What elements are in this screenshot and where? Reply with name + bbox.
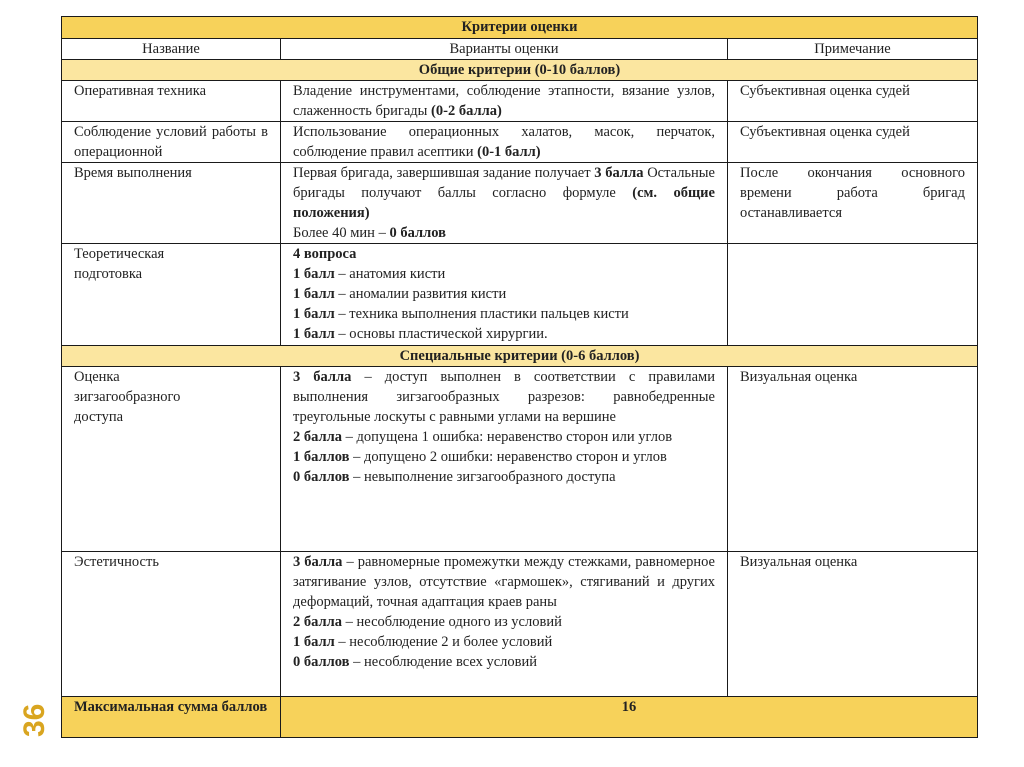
- criterion-name: Эстетичность: [62, 552, 281, 697]
- option-text: – допущено 2 ошибки: неравенство сторон и углов: [349, 449, 667, 465]
- option-line: [293, 652, 715, 672]
- option-points: 0 баллов: [293, 654, 350, 670]
- option-line: [293, 552, 715, 612]
- header-options: Варианты оценки: [281, 39, 728, 60]
- criterion-options: [281, 163, 728, 244]
- table-row: [62, 122, 978, 163]
- option-points: (0-2 балла): [431, 103, 502, 119]
- option-text: – допущена 1 ошибка: неравенство сторон или углов: [342, 429, 673, 445]
- criterion-note: [728, 244, 978, 346]
- option-text: Первая бригада, завершившая задание получает: [293, 165, 595, 181]
- criterion-note: После окончания основного времени работа бригад останавливается: [728, 163, 978, 244]
- table-row: [62, 552, 978, 697]
- option-line: [293, 467, 715, 487]
- option-text: Остальные бригады получают баллы согласно формуле: [293, 165, 715, 201]
- table-title: Критерии оценки: [62, 17, 978, 39]
- option-points: 0 баллов: [293, 469, 350, 485]
- option-line: [293, 367, 715, 427]
- table-row: [62, 244, 978, 346]
- option-line: [293, 223, 715, 243]
- option-line: [293, 244, 715, 264]
- option-text: – равномерные промежутки между стежками, равномерное затягивание узлов, отсутствие «гармошек», стягиваний и других деформаций, точная адаптация краев раны: [293, 554, 715, 610]
- section-row-special: [62, 346, 978, 367]
- section-title: Специальные критерии (0-6 баллов): [62, 346, 978, 367]
- criterion-note: Визуальная оценка: [728, 367, 978, 552]
- criterion-options: [281, 122, 728, 163]
- option-line: [293, 324, 715, 344]
- total-label: Максимальная сумма баллов: [62, 697, 281, 738]
- option-text: – анатомия кисти: [334, 266, 446, 282]
- option-points: 3 балла: [293, 554, 343, 570]
- option-text: Использование операционных халатов, масок, перчаток, соблюдение правил асептики: [293, 124, 715, 160]
- header-name: Название: [62, 39, 281, 60]
- header-note: Примечание: [728, 39, 978, 60]
- criterion-name-text: Теоретическая подготовка: [74, 246, 165, 282]
- option-points: 1 балл: [293, 286, 335, 302]
- option-points: 2 балла: [293, 614, 343, 630]
- criterion-options: [281, 552, 728, 697]
- total-row: [62, 697, 978, 738]
- option-line: [293, 163, 715, 223]
- option-points: 1 балл: [293, 634, 335, 650]
- option-line: [293, 427, 715, 447]
- option-text: – основы пластической хирургии.: [334, 326, 548, 342]
- option-points: 1 балл: [293, 326, 335, 342]
- option-points: 1 баллов: [293, 449, 350, 465]
- option-points: 3 балла: [293, 369, 352, 385]
- table-title-row: [62, 17, 978, 39]
- option-points: 1 балл: [293, 306, 335, 322]
- criteria-table: [61, 16, 978, 738]
- header-row: [62, 39, 978, 60]
- option-line: [293, 304, 715, 324]
- option-text: Владение инструментами, соблюдение этапности, вязание узлов, слаженность бригады: [293, 83, 715, 119]
- option-line: [293, 264, 715, 284]
- total-value-text: 16: [621, 699, 637, 715]
- option-text: – доступ выполнен в соответствии с правилами выполнения зигзагообразных разрезов: равнобедренные треугольные лоскуты с равными углами на вершине: [293, 369, 715, 425]
- option-text: – техника выполнения пластики пальцев кисти: [334, 306, 629, 322]
- criterion-options: [281, 244, 728, 346]
- criterion-note: Визуальная оценка: [728, 552, 978, 697]
- criterion-name: Оперативная техника: [62, 81, 281, 122]
- option-text: – несоблюдение одного из условий: [342, 614, 562, 630]
- criterion-name: Соблюдение условий работы в операционной: [62, 122, 281, 163]
- criterion-name-text: Оценка зигзагообразного доступа: [74, 369, 181, 425]
- option-text: – несоблюдение всех условий: [349, 654, 538, 670]
- criterion-name: Время выполнения: [62, 163, 281, 244]
- page-number: 36: [18, 703, 51, 737]
- option-text: – невыполнение зигзагообразного доступа: [349, 469, 616, 485]
- criterion-options: [281, 81, 728, 122]
- option-text: Более 40 мин –: [293, 225, 390, 241]
- option-points: 2 балла: [293, 429, 343, 445]
- option-text: – аномалии развития кисти: [334, 286, 507, 302]
- section-title: Общие критерии (0-10 баллов): [62, 60, 978, 81]
- option-line: [293, 612, 715, 632]
- option-points: 0 баллов: [389, 225, 446, 241]
- option-line: [293, 632, 715, 652]
- table-row: [62, 81, 978, 122]
- option-points: 3 балла: [594, 165, 644, 181]
- table-row: [62, 367, 978, 552]
- option-line: [293, 447, 715, 467]
- criterion-name: [62, 367, 281, 552]
- criterion-options: [281, 367, 728, 552]
- option-points: 1 балл: [293, 266, 335, 282]
- criterion-name: [62, 244, 281, 346]
- criterion-note: Субъективная оценка судей: [728, 81, 978, 122]
- option-points: (0-1 балл): [477, 144, 541, 160]
- table-row: [62, 163, 978, 244]
- option-heading: 4 вопроса: [293, 246, 357, 262]
- option-text: – несоблюдение 2 и более условий: [334, 634, 553, 650]
- criterion-note: Субъективная оценка судей: [728, 122, 978, 163]
- option-reference: (см. общие положения): [293, 185, 715, 221]
- total-value: [281, 697, 978, 738]
- option-line: [293, 284, 715, 304]
- section-row-general: [62, 60, 978, 81]
